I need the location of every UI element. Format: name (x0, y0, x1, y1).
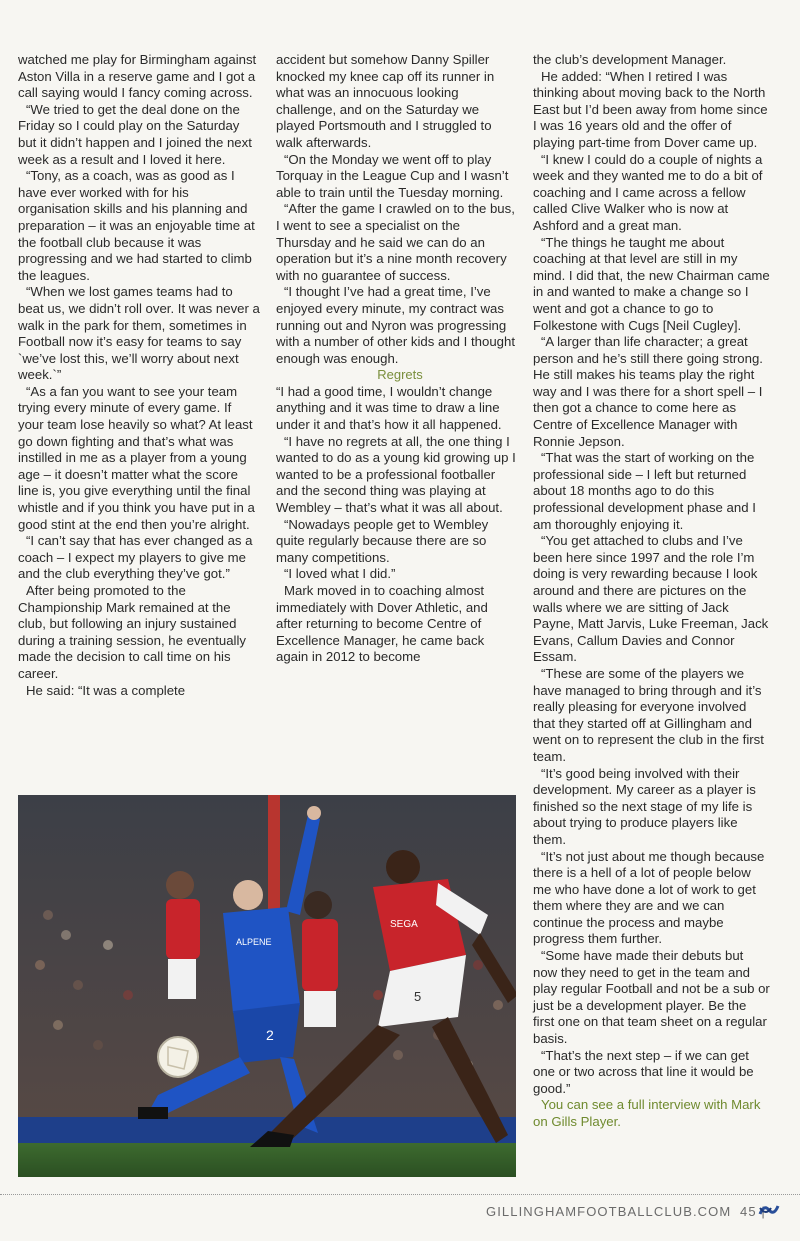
club-logo-icon (758, 1202, 780, 1218)
subheading-regrets: Regrets (377, 367, 423, 383)
column-1-paragraph: After being promoted to the Championship Mark remained at the club, but following an injury sustained during a training session, he eventually made the decision to call time on his career. (18, 583, 246, 681)
column-3-paragraph: “A larger than life character; a great person and he’s still there going strong. He still makes his teams play the right way and I was there for a short spell – I then got a chance to come here as Centre of Excellence Manager with Ronnie Jepson. (533, 334, 763, 449)
column-3-paragraph: “You get attached to clubs and I’ve been here since 1997 and the role I’m doing is very rewarding because I look around and there are pictures on the walls where we are sitting of Jack Payne, Matt Jarvis, Luke Freeman, Jack Evans, Callum Davies and Connor Essam. (533, 533, 769, 665)
column-2-paragraph: “I had a good time, I wouldn’t change anything and it was time to draw a line under it and that’s how it all happened. (276, 383, 502, 433)
column-1-paragraph: “As a fan you want to see your team trying every minute of every game. If your team lose heavily so what? At least go down fighting and that’s what was instilled in me as a player from a young age – it doesn’t matter what the score line is, you give everything until the final whistle and if you think you have put in a good stint at the end then you’re alright. (18, 383, 255, 532)
column-2-paragraph: accident but somehow Danny Spiller knocked my knee cap off its runner in what was an innocuous looking challenge, and on the Saturday we played Portsmouth and I struggled to walk afterwards. (276, 52, 495, 150)
sponsor-red: SEGA (390, 919, 418, 930)
column-3-paragraph: “That’s the next step – if we can get one or two across that line it would be good.” (533, 1047, 754, 1096)
column-3-paragraph: “It’s good being involved with their development. My career as a player is finished so the next stage of my life is about trying to produce players like them. (533, 765, 756, 847)
column-3-paragraph: “I knew I could do a couple of nights a week and they wanted me to do a bit of coaching and I came across a fellow called Clive Walker who is now at Ashford and a great man. (533, 151, 763, 233)
column-2-paragraph: Mark moved in to coaching almost immediately with Dover Athletic, and after returning to become Centre of Excellence Manager, he came back again in 2012 to become (276, 583, 488, 665)
column-3-paragraph: “That was the start of working on the professional side – I left but returned about 18 months ago to do this professional development phase and I am thoroughly enjoying it. (533, 450, 756, 532)
article-column-2 (276, 52, 516, 666)
match-action-photo (18, 795, 516, 1177)
column-3-paragraph: the club’s development Manager. (533, 52, 727, 67)
column-1-paragraph: “When we lost games teams had to beat us, we didn’t roll over. It was never a walk in the park for them, sometimes in Football now it’s easy for teams to say `we’ve lost this, we’ll worry about next week.`” (18, 284, 260, 383)
footer-separator: | (761, 1204, 766, 1219)
footer-website[interactable]: GILLINGHAMFOOTBALLCLUB.COM (486, 1204, 732, 1219)
footer-page-number: 45 (740, 1204, 757, 1219)
column-2-paragraph: “I loved what I did.” (284, 566, 396, 582)
column-3-paragraph: “These are some of the players we have managed to bring through and it’s really pleasing for everyone involved that they started off at Gillingham and went on to represent the club in the first team. (533, 665, 764, 764)
column-1-paragraph: “I can’t say that has ever changed as a coach – I expect my players to give me and the club everything they’ve got.” (18, 533, 253, 582)
closing-note: You can see a full interview with Mark on Gills Player. (533, 1097, 761, 1129)
football (158, 1037, 198, 1077)
number-blue: 2 (266, 1027, 274, 1043)
column-3-paragraph: “The things he taught me about coaching at that level are still in my mind. I did that, the new Chairman came in and wanted to make a change so I went and got a chance to go to Folkestone with Cugs [Neil Cugley]. (533, 234, 770, 333)
sponsor-blue: ALPENE (236, 937, 272, 947)
column-3-paragraph: “It’s not just about me though because there is a hell of a lot of people below me who have done a lot of work to get them where they are and we can continue the process and maybe progress them further. (533, 848, 765, 947)
column-2-paragraph: “I have no regrets at all, the one thing I wanted to do as a young kid growing up I wanted to be a professional footballer and the second thing was playing at Wembley – that’s what it was all about. (276, 433, 516, 516)
column-2-paragraph: “I thought I’ve had a great time, I’ve enjoyed every minute, my contract was running out and Nyron was progressing with a number of other kids and I thought enough was enough. (276, 284, 515, 366)
column-1-paragraph: He said: “It was a complete (26, 682, 186, 698)
footer-divider (0, 1194, 800, 1195)
number-white: 5 (414, 989, 422, 1004)
column-3-paragraph: He added: “When I retired I was thinking about moving back to the North East but I’d been away from home since I was 16 years old and the offer of playing part-time from Dover came up. (533, 68, 768, 150)
column-1-paragraph: “We tried to get the deal done on the Friday so I could play on the Saturday but it didn’t happen and I joined the next week as a result and I loved it here. (18, 101, 252, 167)
article-column-3 (533, 52, 771, 1131)
column-1-paragraph: “Tony, as a coach, was as good as I have ever worked with for his organisation skills and his planning and preparation – it was an enjoyable time at the football club because it was progressing and we had started to climb the leagues. (18, 168, 255, 283)
column-1-paragraph: watched me play for Birmingham against Aston Villa in a reserve game and I got a call saying would I fancy coming across. (18, 52, 257, 101)
column-2-paragraph: “On the Monday we went off to play Torquay in the League Cup and I wasn’t able to train until the Tuesday morning. (276, 151, 509, 200)
column-2-paragraph: “Nowadays people get to Wembley quite regularly because there are so many competitions. (276, 516, 489, 565)
football-match-illustration (18, 795, 516, 1177)
column-3-paragraph: “Some have made their debuts but now they need to get in the team and play regular Football and not be a sub or just be a development player. Be the first one on that team sheet on a regular basis. (533, 948, 770, 1047)
column-2-paragraph: “After the game I crawled on to the bus, I went to see a specialist on the Thursday and he said we can do an operation but it’s a nine month recovery with no guarantee of success. (276, 201, 515, 283)
article-column-1 (18, 52, 260, 699)
